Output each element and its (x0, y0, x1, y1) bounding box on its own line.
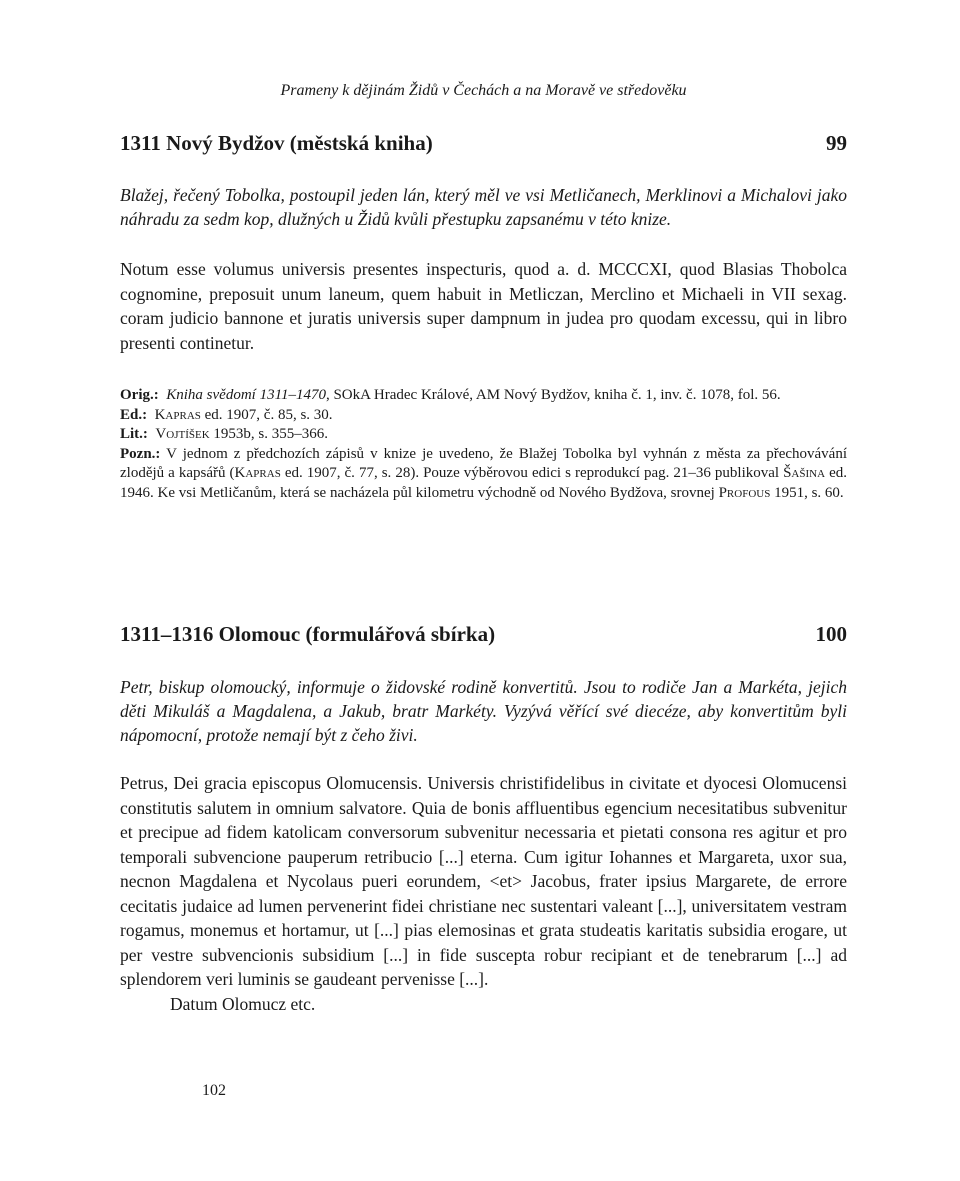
pozn-author-3: Profous (718, 484, 771, 501)
entry-99-apparatus (120, 386, 847, 503)
lit-author: Vojtíšek (155, 426, 210, 442)
ed-rest: ed. 1907, č. 85, s. 30. (200, 406, 333, 423)
orig-label: Orig.: (120, 387, 159, 403)
apparatus-ed (120, 406, 847, 426)
apparatus-orig (120, 386, 847, 406)
pozn-label: Pozn.: (120, 445, 161, 462)
pozn-author-2: Šašina (783, 465, 826, 481)
lit-rest: 1953b, s. 355–366. (209, 426, 328, 442)
apparatus-lit (120, 425, 847, 445)
pozn-part-4: 1951, s. 60. (770, 484, 844, 501)
running-head: Prameny k dějinám Židů v Čechách a na Moravě ve středověku (280, 82, 687, 99)
lit-label: Lit.: (120, 426, 148, 442)
entry-100-text (120, 771, 847, 1016)
entry-100-closing: Datum Olomucz etc. (170, 993, 316, 1014)
entry-100-heading: 1311–1316 Olomouc (formulářová sbírka) (120, 622, 496, 646)
entry-100-header (120, 622, 847, 647)
page-number: 102 (202, 1082, 226, 1099)
pozn-part-3: ed. 1946. Ke vsi Metličanům, která se nacházela půl kilometru východně od Nového Bydžova, srovnej (120, 465, 847, 501)
ed-author: Kapras (154, 406, 201, 423)
orig-rest: , SOkA Hradec Králové, AM Nový Bydžov, kniha č. 1, inv. č. 1078, fol. 56. (325, 387, 781, 403)
pozn-author-1: Kapras (234, 465, 281, 481)
entry-100-number: 100 (815, 622, 847, 646)
entry-99-heading: 1311 Nový Bydžov (městská kniha) (120, 131, 433, 155)
orig-title: Kniha svědomí 1311–1470 (166, 387, 326, 403)
ed-label: Ed.: (120, 406, 148, 423)
entry-99-text (120, 257, 847, 355)
entry-99-number: 99 (826, 131, 847, 155)
entry-100-regest: Petr, biskup olomoucký, informuje o židovské rodině konvertitů. Jsou to rodiče Jan a Markéta, jejich děti Mikuláš a Magdalena, a Jakub, bratr Markéty. Vyzývá věřící své diecéze, aby konvertitům byli nápomocní, protože nemají být z čeho živi. (120, 677, 847, 745)
entry-99-regest: Blažej, řečený Tobolka, postoupil jeden lán, který měl ve vsi Metličanech, Merklinovi a Michalovi jako náhradu za sedm kop, dlužných u Židů kvůli přestupku zapsanému v této knize. (120, 185, 847, 229)
entry-100-text-paragraph: Petrus, Dei gracia episcopus Olomucensis. Universis christifidelibus in civitate et dyocesi Olomucensi constitutis salutem in omnium salvatore. Quia de bonis affluentibus egencium necesitatibus subvenitur et precipue ad fidem katolicam conversorum subvenitur necessaria et pietati consona res agitur et pro temporali subvencione pauperum retribucio [...] eterna. Cum igitur Iohannes et Margareta, uxor sua, necnon Magdalena et Nycolaus pueri eorundem, <et> Jacobus, frater ipsius Margarete, de errore cecitatis judaice ad lumen pervenerint fidei christiane nec sustentari valeant [...], universitatem vestram rogamus, monemus et hortamur, ut [...] pias elemosinas et grata studeatis karitatis subsidia erogare, ut per vestre subvencionis subsidium [...] in fide suscepta robur recipiant et de tenebrarum [...] ad splendorem veri luminis se gaudeant pervenisse [...]. (120, 773, 847, 989)
pozn-part-1: V jednom z předchozích zápisů v knize je uvedeno, že Blažej Tobolka byl vyhnán z města za přechovávání zlodějů a kapsářů ( (120, 445, 847, 481)
pozn-part-2: ed. 1907, č. 77, s. 28). Pouze výběrovou edici s reprodukcí pag. 21–36 publikoval (280, 465, 784, 481)
entry-99-text-paragraph: Notum esse volumus universis presentes inspecturis, quod a. d. MCCCXI, quod Blasias Thobolca cognomine, preposuit unum laneum, quem habuit in Metliczan, Merclino et Michaeli in VII sexag. coram judicio bannone et juratis universis super dampnum in judea pro quodam excessu, qui in libro presenti continetur. (120, 259, 847, 353)
apparatus-pozn (120, 445, 847, 504)
entry-99-header (120, 131, 847, 156)
